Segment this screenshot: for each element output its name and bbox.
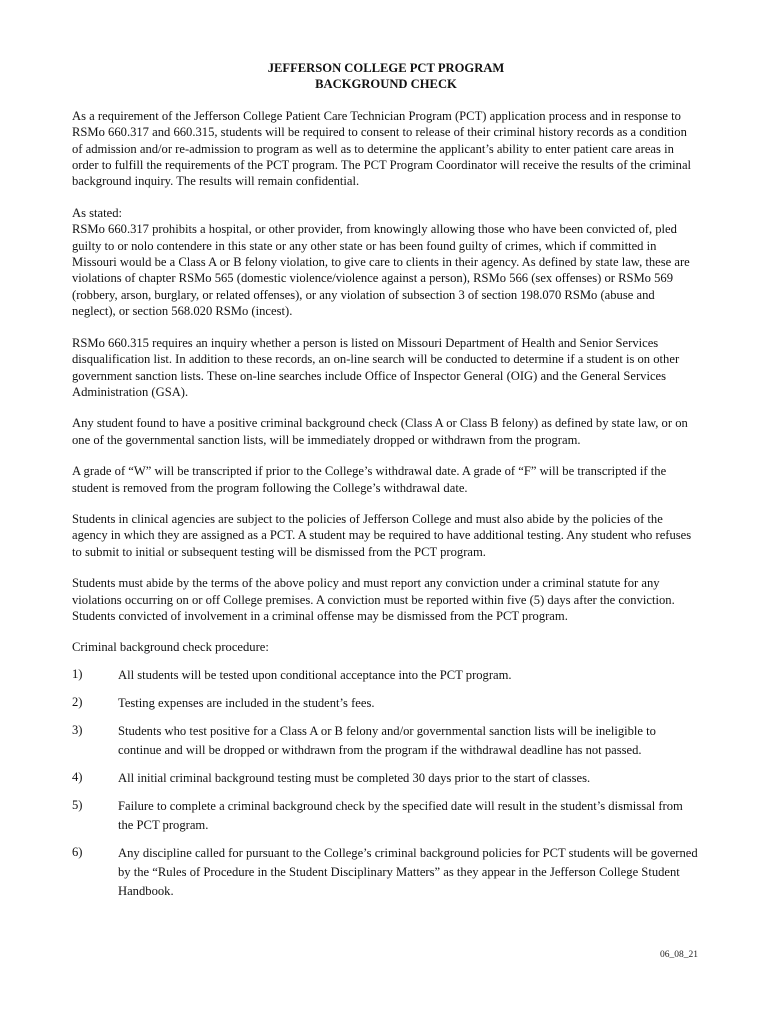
title-line-1: JEFFERSON COLLEGE PCT PROGRAM [267,61,505,75]
step-text: Students who test positive for a Class A or B felony and/or governmental sanction lists will be ineligible to continue and will be dropped or withdrawn from the program if the withdrawal deadline has not passed. [118,723,656,757]
procedure-list [72,666,700,901]
rsmo-660-315-paragraph: RSMo 660.315 requires an inquiry whether a person is listed on Missouri Department of Health and Senior Services disqualification list. In addition to these records, an on-line search will be conducted to determine if a student is on other government sanction lists. These on-line searches include Office of Inspector General (OIG) and the General Services Administration (GSA). [72,335,680,399]
procedure-step [72,797,700,835]
step-number: 6) [72,844,83,859]
rsmo-660-317-text: RSMo 660.317 prohibits a hospital, or other provider, from knowingly allowing those who have been convicted of, pled guilty to or nolo contendere in this state or any other state or has been found guilty of crimes, which if committed in Missouri would be a Class A or B felony violation, to give care to clients in their agency. As defined by state law, these are violations of chapter RSMo 565 (domestic violence/violence against a person), RSMo 566 (sex offenses) or RSMo 569 (robbery, arson, burglary, or related offenses), or any violation of subsection 3 of section 198.070 RSMo (abuse and neglect), or section 568.020 RSMo (incest). [72,222,690,319]
document-title [72,60,700,93]
grades-paragraph: A grade of “W” will be transcripted if prior to the College’s withdrawal date. A grade of “F” will be transcripted if the student is removed from the program following the College’s withdrawal date. [72,464,667,495]
title-line-2: BACKGROUND CHECK [315,77,457,92]
conviction-paragraph: Students must abide by the terms of the above policy and must report any conviction under a criminal statute for any violations occurring on or off College premises. A conviction must be reported within five (5) days after the conviction. Students convicted of involvement in a criminal offense may be dismissed from the PCT program. [72,576,675,623]
step-text: Testing expenses are included in the student’s fees. [118,695,375,710]
step-number: 5) [72,797,83,812]
step-text: Any discipline called for pursuant to the College’s criminal background policies for PCT students will be governed by the “Rules of Procedure in the Student Disciplinary Matters” as they appear in the Jefferson College Student Handbook. [118,845,698,898]
positive-check-paragraph: Any student found to have a positive criminal background check (Class A or Class B felony) as defined by state law, or on one of the governmental sanction lists, will be immediately dropped or withdrawn from the program. [72,416,688,447]
as-stated-paragraph [72,205,700,320]
as-stated-label: As stated: [72,205,123,220]
document-page [72,60,700,910]
step-text: All students will be tested upon conditional acceptance into the PCT program. [118,667,512,682]
step-number: 3) [72,722,83,737]
step-text: All initial criminal background testing must be completed 30 days prior to the start of classes. [118,770,591,785]
procedure-step [72,722,700,760]
step-number: 1) [72,666,83,681]
step-number: 2) [72,694,83,709]
procedure-step [72,844,700,901]
revision-date-code: 06_08_21 [660,950,698,960]
procedure-heading: Criminal background check procedure: [72,640,269,655]
procedure-step [72,769,700,788]
clinical-agencies-paragraph: Students in clinical agencies are subject to the policies of Jefferson College and must also abide by the policies of the agency in which they are assigned as a PCT. A student may be required to have additional testing. Any student who refuses to submit to initial or subsequent testing will be dismissed from the PCT program. [72,511,692,559]
procedure-step [72,666,700,685]
intro-paragraph: As a requirement of the Jefferson College Patient Care Technician Program (PCT) application process and in response to RSMo 660.317 and 660.315, students will be required to consent to release of their criminal history records as a condition of admission and/or re-admission to program as well as to determine the applicant’s ability to enter patient care areas in order to fulfill the requirements of the PCT program. The PCT Program Coordinator will receive the results of the criminal background inquiry. The results will remain confidential. [72,108,692,189]
procedure-step [72,694,700,713]
step-number: 4) [72,769,83,784]
step-text: Failure to complete a criminal background check by the specified date will result in the student’s dismissal from the PCT program. [118,798,683,832]
